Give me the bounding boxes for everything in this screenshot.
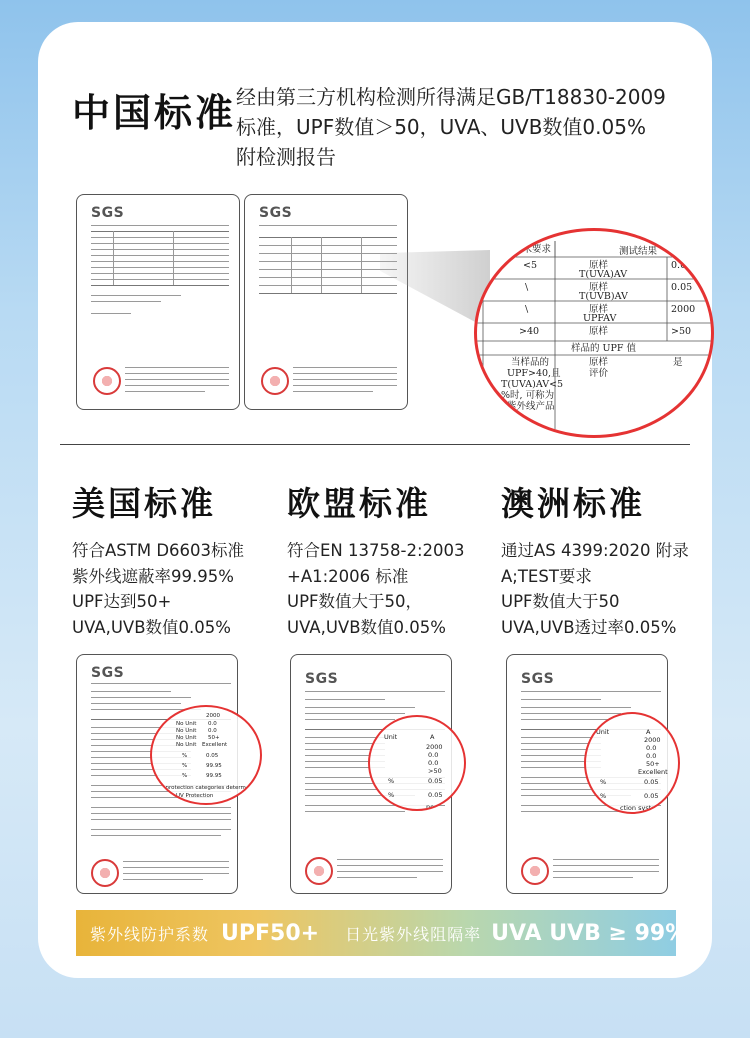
zoom-note: %时, 可称为 xyxy=(501,390,555,401)
china-report-page-2 xyxy=(244,194,408,410)
au-zoom-value: 0.0 xyxy=(646,744,657,752)
au-zoom-circle xyxy=(584,712,680,814)
sgs-logo: SGS xyxy=(305,671,339,687)
us-zoom-value: 99.95 xyxy=(206,763,222,769)
banner-value-upf: UPF50+ xyxy=(221,920,320,946)
eu-desc-line: UVA,UVB数值0.05% xyxy=(287,617,446,637)
zoom-summary: 样品的 UPF 值 xyxy=(571,343,637,354)
china-desc-line: 附检测报告 xyxy=(236,145,336,169)
zoom-note-mid: 原样 xyxy=(589,357,609,368)
eu-zoom-value: 0.0 xyxy=(428,759,439,767)
au-zoom-col-header: A xyxy=(646,728,651,736)
zoom-detail-circle xyxy=(474,228,714,438)
au-zoom-footer: ction system is xyxy=(620,804,669,812)
zoom-note: UPF>40,且 xyxy=(507,368,561,379)
zoom-note: 紫外线产品 xyxy=(507,401,555,412)
zoom-val: >50 xyxy=(671,326,692,337)
zoom-item: 原样 xyxy=(589,326,609,337)
au-zoom-value: Excellent xyxy=(638,768,668,776)
zoom-note-mid: 评价 xyxy=(589,368,609,379)
au-standard-title: 澳洲标准 xyxy=(501,484,645,523)
eu-desc-line: UPF数值大于50， xyxy=(287,592,423,611)
zoom-req: \ xyxy=(525,282,529,293)
zoom-note: 当样品的 xyxy=(511,357,550,368)
red-stamp xyxy=(305,857,333,885)
au-zoom-value: 0.0 xyxy=(646,752,657,760)
zoom-item: 原样 xyxy=(589,260,609,271)
us-desc-line: 符合ASTM D6603标准 xyxy=(72,541,245,560)
section-divider xyxy=(60,444,690,445)
zoom-sub: UPFAV xyxy=(583,313,617,324)
us-zoom-unit: No Unit xyxy=(176,721,197,727)
eu-zoom-col-header: A xyxy=(430,733,435,741)
china-standard-description xyxy=(236,82,706,172)
zoom-req: >40 xyxy=(519,326,540,337)
zoom-note-right: 是 xyxy=(673,357,683,368)
sgs-logo: SGS xyxy=(259,205,293,221)
us-zoom-circle xyxy=(150,705,262,805)
zoom-header-right: 测试结果 xyxy=(619,246,658,257)
us-standard-description xyxy=(72,538,244,640)
us-zoom-value: 99.95 xyxy=(206,773,222,779)
au-desc-line: 通过AS 4399:2020 附录 xyxy=(501,541,689,560)
eu-zoom-footer: pertain to t xyxy=(426,803,463,811)
au-desc-line: A;TEST要求 xyxy=(501,566,592,586)
china-standard-title: 中国标准 xyxy=(72,91,237,135)
zoom-val: 2000 xyxy=(671,304,696,315)
eu-zoom-unit: % xyxy=(388,777,395,785)
eu-zoom-circle xyxy=(368,715,466,811)
zoom-val: 0.05 xyxy=(671,282,693,293)
sgs-logo: SGS xyxy=(521,671,555,687)
us-zoom-value: 0.05 xyxy=(206,753,219,759)
us-zoom-unit: No Unit xyxy=(176,742,197,748)
china-desc-line: 标准，UPF数值＞50，UVA、UVB数值0.05% xyxy=(236,115,646,139)
us-zoom-unit: % xyxy=(182,753,188,759)
zoom-req: \ xyxy=(525,304,529,315)
us-zoom-unit: No Unit xyxy=(176,735,197,741)
au-zoom-unit: % xyxy=(600,778,607,786)
banner-value-uv: UVA UVB ≥ 99% xyxy=(491,920,688,946)
us-zoom-value: 2000 xyxy=(206,713,220,719)
sgs-logo: SGS xyxy=(91,205,125,221)
red-stamp xyxy=(91,859,119,887)
eu-desc-line: 符合EN 13758-2:2003 xyxy=(287,541,465,560)
us-zoom-value: Excellent xyxy=(202,742,228,748)
banner-label-upf: 紫外线防护系数 xyxy=(90,924,210,944)
china-report-page-1 xyxy=(76,194,240,410)
zoom-val: 0.05 xyxy=(671,260,693,271)
au-zoom-value: 50+ xyxy=(646,760,660,768)
au-standard-description xyxy=(501,538,689,640)
zoom-sub: T(UVB)AV xyxy=(579,291,628,302)
zoom-sub: T(UVA)AV xyxy=(579,269,628,280)
red-stamp xyxy=(521,857,549,885)
eu-standard-title: 欧盟标准 xyxy=(287,484,431,523)
us-zoom-value: 0.0 xyxy=(208,721,217,727)
eu-zoom-value: >50 xyxy=(428,767,442,775)
protection-banner xyxy=(76,910,688,956)
us-zoom-unit: No Unit xyxy=(176,728,197,734)
eu-zoom-value: 2000 xyxy=(426,743,443,751)
au-zoom-value: 0.05 xyxy=(644,792,659,800)
au-zoom-value: 0.05 xyxy=(644,778,659,786)
us-zoom-value: 50+ xyxy=(208,735,220,741)
us-desc-line: UVA,UVB数值0.05% xyxy=(72,617,231,637)
zoom-req: <5 xyxy=(523,260,538,271)
au-zoom-value: 2000 xyxy=(644,736,661,744)
au-desc-line: UPF数值大于50 xyxy=(501,592,620,611)
china-desc-line: 经由第三方机构检测所得满足GB/T18830-2009 xyxy=(236,85,666,109)
eu-zoom-value: 0.05 xyxy=(428,791,443,799)
zoom-header-left: 技术要求 xyxy=(513,244,552,255)
red-stamp xyxy=(261,367,289,395)
us-zoom-value: 0.0 xyxy=(208,728,217,734)
us-zoom-footer: UV Protection xyxy=(176,793,214,799)
red-stamp xyxy=(93,367,121,395)
us-desc-line: UPF达到50+ xyxy=(72,592,172,611)
us-zoom-unit: % xyxy=(182,763,188,769)
au-zoom-unit: % xyxy=(600,792,607,800)
eu-zoom-unit: % xyxy=(388,791,395,799)
us-zoom-unit: % xyxy=(182,773,188,779)
us-standard-title: 美国标准 xyxy=(72,484,216,523)
us-zoom-footer: UV protection categories determ xyxy=(156,785,246,791)
sgs-logo: SGS xyxy=(91,665,125,681)
au-zoom-unit-header: Unit xyxy=(596,728,610,736)
au-desc-line: UVA,UVB透过率0.05% xyxy=(501,617,677,637)
eu-zoom-value: 0.05 xyxy=(428,777,443,785)
zoom-item: 原样 xyxy=(589,282,609,293)
zoom-note: T(UVA)AV<5 xyxy=(501,379,564,390)
eu-zoom-value: 0.0 xyxy=(428,751,439,759)
eu-zoom-unit-header: Unit xyxy=(384,733,398,741)
eu-desc-line: +A1:2006 标准 xyxy=(287,566,409,586)
eu-standard-description xyxy=(287,538,465,640)
zoom-item: 原样 xyxy=(589,304,609,315)
banner-label-uv: 日光紫外线阻隔率 xyxy=(345,924,482,944)
us-desc-line: 紫外线遮蔽率99.95% xyxy=(72,566,234,586)
